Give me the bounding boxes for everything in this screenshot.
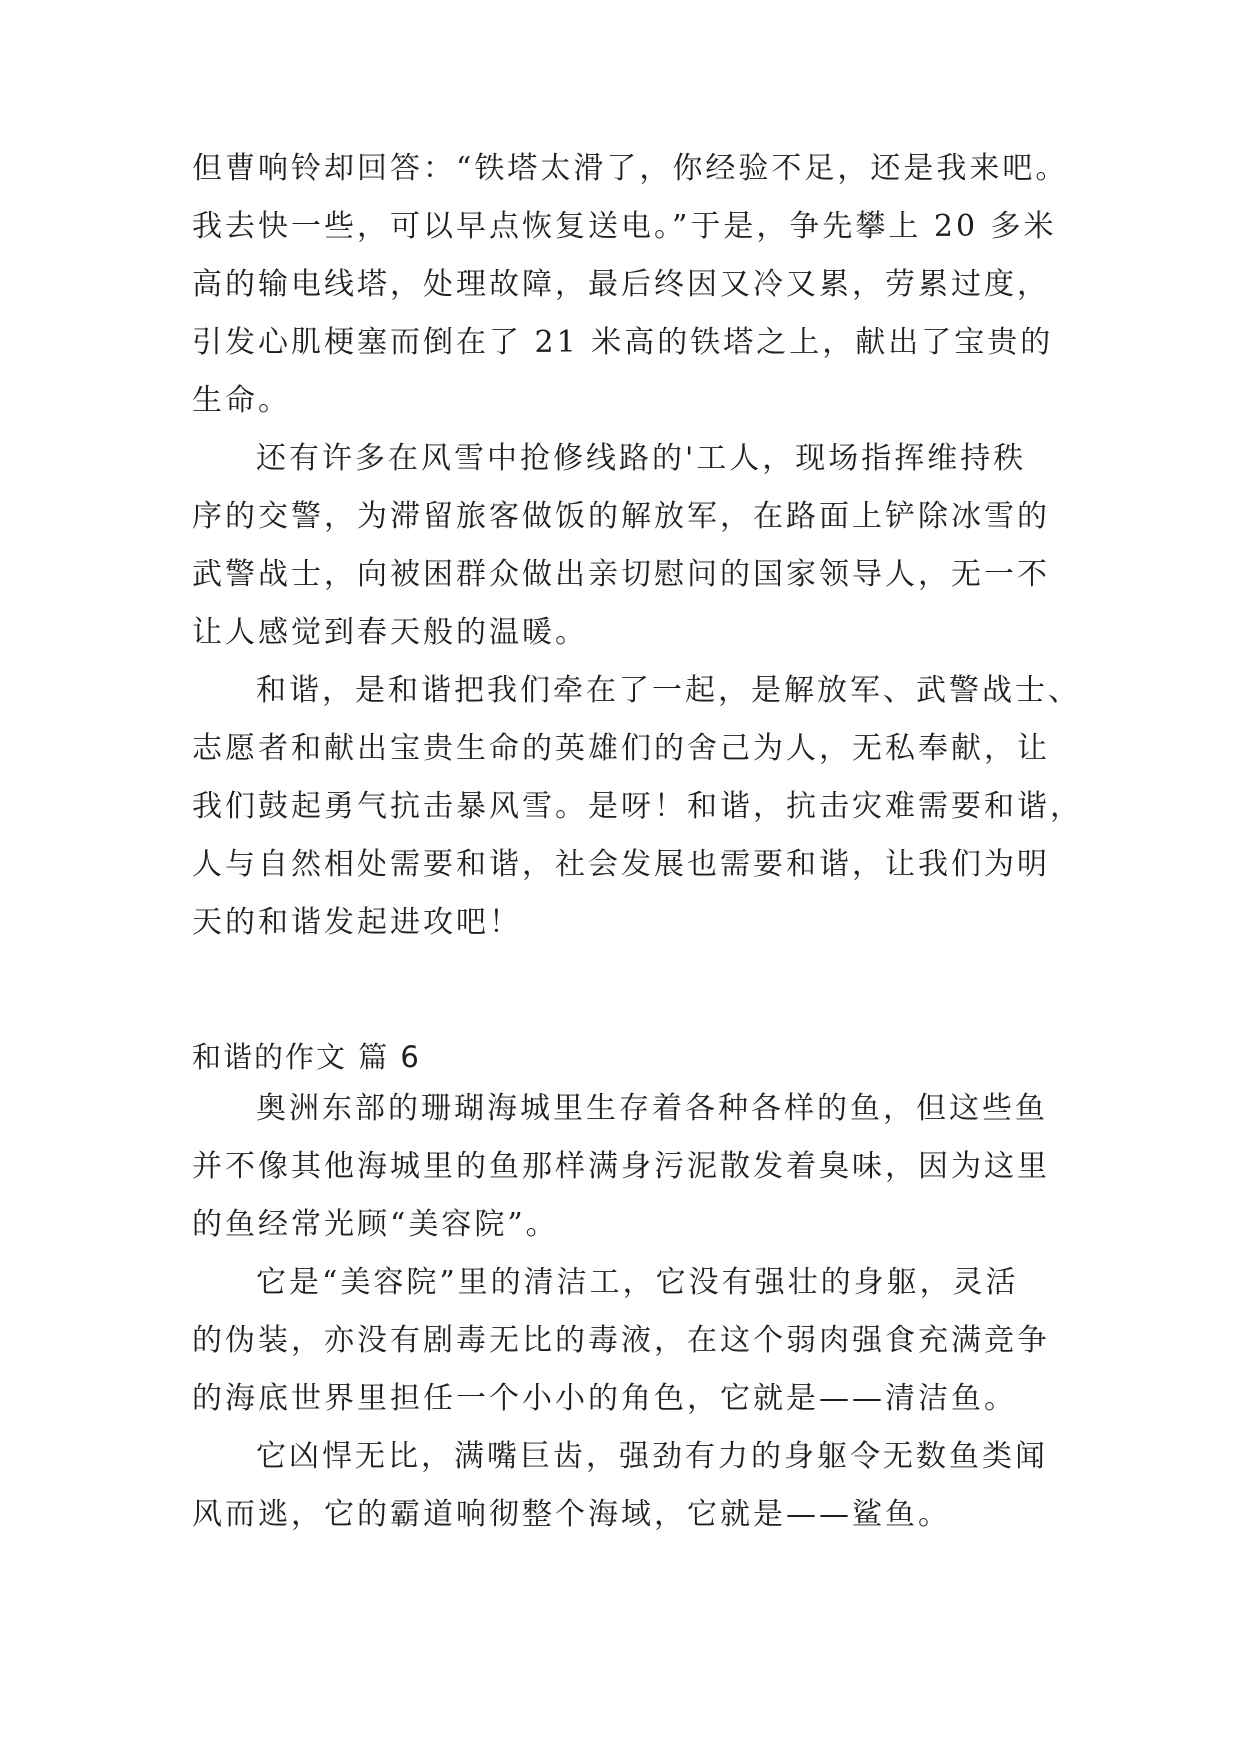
- text-line: 序的交警，为滞留旅客做饭的解放军，在路面上铲除冰雪的: [192, 499, 1050, 534]
- text-line: 和谐，是和谐把我们牵在了一起，是解放军、武警战士、: [256, 673, 1081, 708]
- text-line: 风而逃，它的霸道响彻整个海域，它就是——鲨鱼。: [192, 1497, 951, 1532]
- text-line: 天的和谐发起进攻吧！: [192, 905, 522, 940]
- text-line: 它凶悍无比，满嘴巨齿，强劲有力的身躯令无数鱼类闻: [256, 1439, 1048, 1474]
- text-line: 高的输电线塔，处理故障，最后终因又冷又累，劳累过度，: [192, 267, 1050, 302]
- paragraph-block-1: [192, 140, 1083, 952]
- text-line: 引发心肌梗塞而倒在了 21 米高的铁塔之上，献出了宝贵的: [192, 325, 1054, 360]
- text-line: 的鱼经常光顾“美容院”。: [192, 1207, 559, 1242]
- text-line: 我们鼓起勇气抗击暴风雪。是呀！和谐，抗击灾难需要和谐，: [192, 789, 1083, 824]
- text-line: 它是“美容院”里的清洁工，它没有强壮的身躯，灵活: [256, 1265, 1019, 1300]
- text-line: 让人感觉到春天般的温暖。: [192, 615, 588, 650]
- text-line: 武警战士，向被困群众做出亲切慰问的国家领导人，无一不: [192, 557, 1050, 592]
- text-line: 还有许多在风雪中抢修线路的'工人，现场指挥维持秩: [256, 441, 1027, 476]
- section-heading: 和谐的作文 篇 6: [192, 1040, 421, 1074]
- text-line: 的伪装，亦没有剧毒无比的毒液，在这个弱肉强食充满竞争: [192, 1323, 1050, 1358]
- text-line: 的海底世界里担任一个小小的角色，它就是——清洁鱼。: [192, 1381, 1017, 1416]
- paragraph-block-2: [192, 1080, 1072, 1544]
- text-line: 我去快一些，可以早点恢复送电。”于是，争先攀上 20 多米: [192, 209, 1057, 244]
- text-line: 志愿者和献出宝贵生命的英雄们的舍己为人，无私奉献，让: [192, 731, 1050, 766]
- text-line: 并不像其他海城里的鱼那样满身污泥散发着臭味，因为这里: [192, 1149, 1050, 1184]
- text-line: 但曹响铃却回答：“铁塔太滑了，你经验不足，还是我来吧。: [192, 151, 1069, 186]
- text-line: 奥洲东部的珊瑚海城里生存着各种各样的鱼，但这些鱼: [256, 1091, 1048, 1126]
- text-line: 生命。: [192, 383, 291, 418]
- text-line: 人与自然相处需要和谐，社会发展也需要和谐，让我们为明: [192, 847, 1050, 882]
